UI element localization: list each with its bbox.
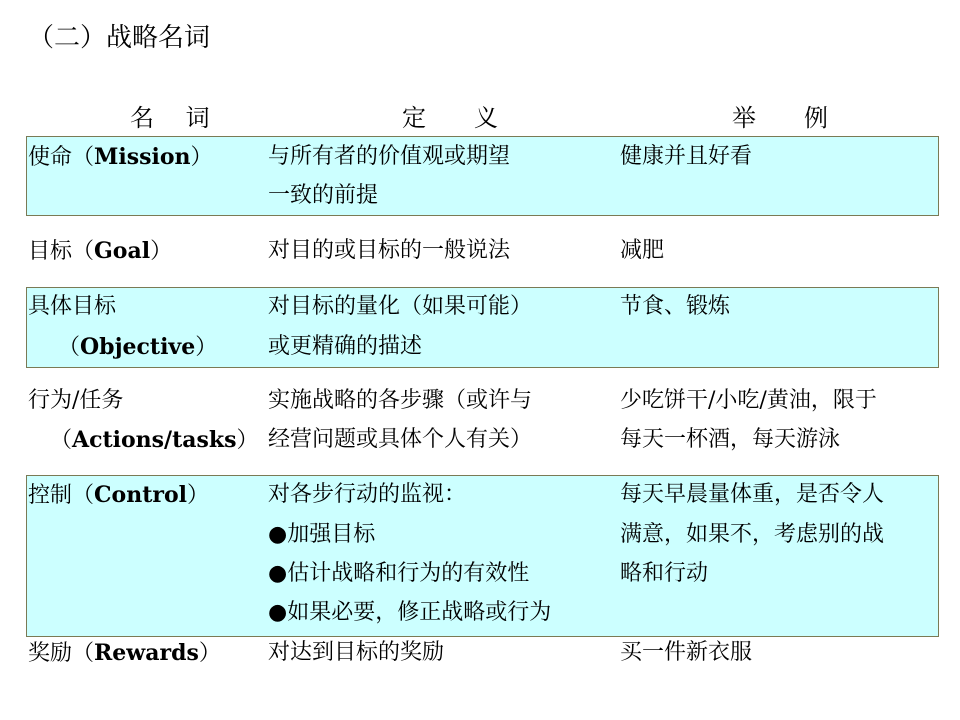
- example-text: 每天一杯酒，每天游泳: [620, 427, 841, 452]
- term-label: 奖励（Rewards）: [28, 640, 221, 666]
- term-label: 使命（Mission）: [28, 144, 213, 170]
- example-text: 节食、锻炼: [620, 294, 731, 319]
- definition-text: 对目标的量化（如果可能）: [268, 294, 533, 319]
- definition-text: 或更精确的描述: [268, 334, 423, 359]
- example-text: 略和行动: [620, 561, 709, 586]
- example-text: 每天早晨量体重，是否令人: [620, 482, 885, 507]
- example-text: 减肥: [620, 238, 665, 263]
- example-text: 满意，如果不，考虑别的战: [620, 522, 885, 547]
- definition-text: 实施战略的各步骤（或许与: [268, 388, 533, 413]
- header-name: 名 词: [130, 104, 210, 132]
- example-text: 少吃饼干/小吃/黄油，限于: [620, 388, 877, 413]
- header-example: 举 例: [732, 104, 828, 132]
- definition-text: 与所有者的价值观或期望: [268, 144, 511, 169]
- term-label: 控制（Control）: [28, 482, 209, 508]
- bullet-item: ●估计战略和行为的有效性: [268, 561, 530, 586]
- definition-text: 对达到目标的奖励: [268, 640, 445, 665]
- example-text: 买一件新衣服: [620, 640, 753, 665]
- term-label-english: （Actions/tasks）: [50, 427, 259, 453]
- bullet-item: ●如果必要，修正战略或行为: [268, 600, 552, 625]
- term-label-english: （Objective）: [58, 334, 218, 360]
- definition-text: 对目的或目标的一般说法: [268, 238, 511, 263]
- definition-text: 对各步行动的监视：: [268, 482, 467, 507]
- term-label: 具体目标: [28, 294, 117, 319]
- header-definition: 定 义: [402, 104, 498, 132]
- term-label: 目标（Goal）: [28, 238, 173, 264]
- page-title: （二）战略名词: [28, 23, 211, 53]
- bullet-item: ●加强目标: [268, 522, 376, 547]
- example-text: 健康并且好看: [620, 144, 753, 169]
- definition-text: 一致的前提: [268, 183, 379, 208]
- term-label: 行为/任务: [28, 388, 124, 413]
- definition-text: 经营问题或具体个人有关）: [268, 427, 533, 452]
